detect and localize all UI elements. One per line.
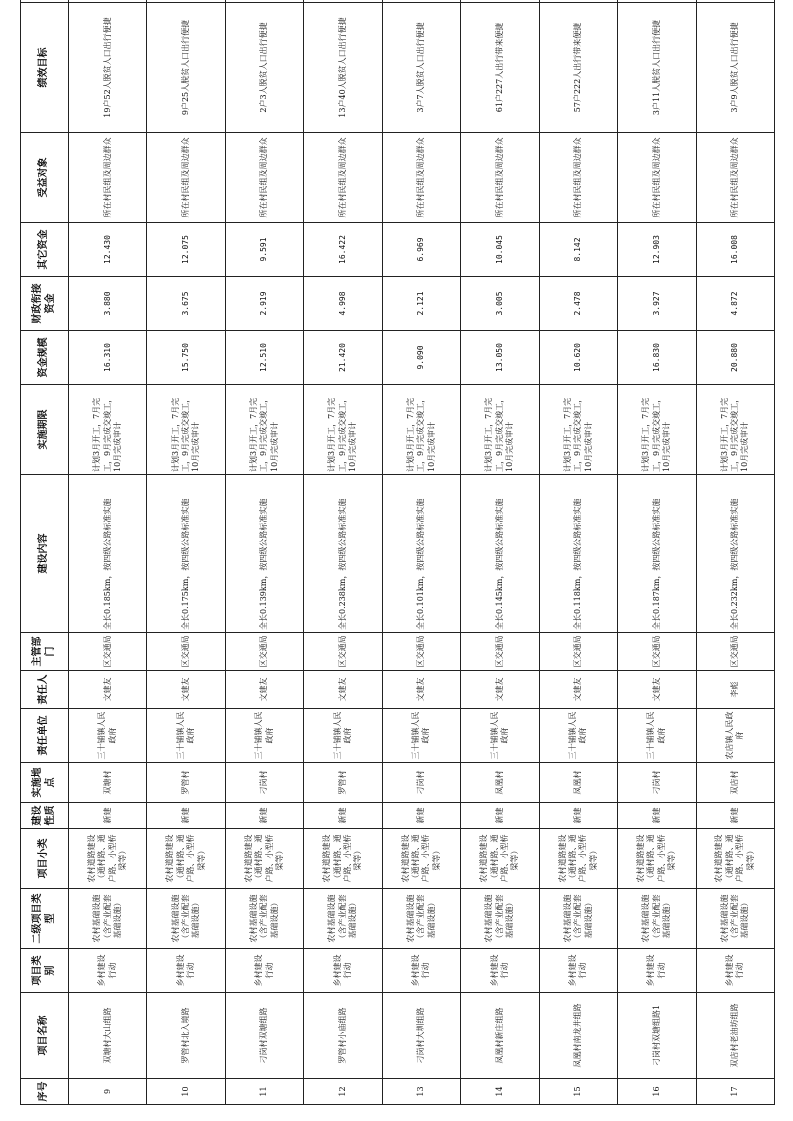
farmer-linkage bbox=[225, 0, 303, 3]
fund-scale: 13.050 bbox=[461, 331, 539, 385]
performance-target: 61户227人出行带来便捷 bbox=[461, 3, 539, 133]
project-subtype: 农村道路建设（通村路、通户路、小型桥梁等） bbox=[618, 829, 696, 889]
supervising-dept: 区交通局 bbox=[304, 633, 382, 671]
farmer-linkage bbox=[69, 0, 147, 3]
location: 双塘村 bbox=[69, 763, 147, 803]
performance-target: 3户7人脱贫人口出行便捷 bbox=[382, 3, 460, 133]
performance-target: 57户222人出行带来便捷 bbox=[539, 3, 617, 133]
responsible-unit: 三十铺镇人民政府 bbox=[461, 709, 539, 763]
performance-target: 3户11人脱贫人口出行便捷 bbox=[618, 3, 696, 133]
supervising-dept: 区交通局 bbox=[696, 633, 775, 671]
construction-nature: 新建 bbox=[382, 803, 460, 829]
header-cell: 序号 bbox=[21, 1079, 69, 1105]
secondary-type: 农村基础设施（含产业配套基础设施） bbox=[382, 889, 460, 949]
responsible-unit: 农店镇人民政府 bbox=[696, 709, 775, 763]
beneficiary: 所在村民组及周边群众 bbox=[618, 133, 696, 223]
fiscal-fund: 2.919 bbox=[225, 277, 303, 331]
supervising-dept: 区交通局 bbox=[539, 633, 617, 671]
table-row bbox=[696, 0, 775, 1105]
project-category: 乡村建设行动 bbox=[539, 949, 617, 993]
supervising-dept: 区交通局 bbox=[618, 633, 696, 671]
project-category: 乡村建设行动 bbox=[461, 949, 539, 993]
fiscal-fund: 4.872 bbox=[696, 277, 775, 331]
table-row bbox=[147, 0, 225, 1105]
responsible-person: 文建友 bbox=[69, 671, 147, 709]
row-number: 11 bbox=[225, 1079, 303, 1105]
farmer-linkage bbox=[304, 0, 382, 3]
construction-content: 全长0.145km，按四级公路标准实施 bbox=[461, 475, 539, 633]
supervising-dept: 区交通局 bbox=[225, 633, 303, 671]
responsible-person: 文建友 bbox=[147, 671, 225, 709]
row-number: 10 bbox=[147, 1079, 225, 1105]
implementation-period: 计划3月开工，7月完工，9月完成交竣工，10月完成审计 bbox=[147, 385, 225, 475]
construction-content: 全长0.118km，按四级公路标准实施 bbox=[539, 475, 617, 633]
project-category: 乡村建设行动 bbox=[225, 949, 303, 993]
implementation-period: 计划3月开工，7月完工，9月完成交竣工，10月完成审计 bbox=[69, 385, 147, 475]
table-row bbox=[461, 0, 539, 1105]
responsible-person: 文建友 bbox=[618, 671, 696, 709]
other-fund: 12.903 bbox=[618, 223, 696, 277]
location: 凤凰村 bbox=[461, 763, 539, 803]
secondary-type: 农村基础设施（含产业配套基础设施） bbox=[147, 889, 225, 949]
performance-target: 19户52人脱贫人口出行便捷 bbox=[69, 3, 147, 133]
fund-scale: 16.830 bbox=[618, 331, 696, 385]
project-category: 乡村建设行动 bbox=[69, 949, 147, 993]
table-row bbox=[69, 0, 147, 1105]
project-category: 乡村建设行动 bbox=[304, 949, 382, 993]
beneficiary: 所在村民组及周边群众 bbox=[382, 133, 460, 223]
header-cell: 责任单位 bbox=[21, 709, 69, 763]
project-name: 刁岗村大圳组路 bbox=[382, 993, 460, 1079]
responsible-person: 李彪 bbox=[696, 671, 775, 709]
project-subtype: 农村道路建设（通村路、通户路、小型桥梁等） bbox=[696, 829, 775, 889]
implementation-period: 计划3月开工，7月完工，9月完成交竣工，10月完成审计 bbox=[461, 385, 539, 475]
header-cell: 责任人 bbox=[21, 671, 69, 709]
location: 双店村 bbox=[696, 763, 775, 803]
location: 刁岗村 bbox=[225, 763, 303, 803]
project-category: 乡村建设行动 bbox=[147, 949, 225, 993]
location: 罗管村 bbox=[147, 763, 225, 803]
project-subtype: 农村道路建设（通村路、通户路、小型桥梁等） bbox=[461, 829, 539, 889]
construction-nature: 新建 bbox=[69, 803, 147, 829]
secondary-type: 农村基础设施（含产业配套基础设施） bbox=[69, 889, 147, 949]
fiscal-fund: 3.675 bbox=[147, 277, 225, 331]
performance-target: 3户9人脱贫人口出行便捷 bbox=[696, 3, 775, 133]
supervising-dept: 区交通局 bbox=[382, 633, 460, 671]
beneficiary: 所在村民组及周边群众 bbox=[539, 133, 617, 223]
implementation-period: 计划3月开工，7月完工，9月完成交竣工，10月完成审计 bbox=[539, 385, 617, 475]
project-subtype: 农村道路建设（通村路、通户路、小型桥梁等） bbox=[304, 829, 382, 889]
farmer-linkage bbox=[618, 0, 696, 3]
farmer-linkage bbox=[147, 0, 225, 3]
project-category: 乡村建设行动 bbox=[382, 949, 460, 993]
responsible-unit: 三十铺镇人民政府 bbox=[225, 709, 303, 763]
responsible-unit: 三十铺镇人民政府 bbox=[382, 709, 460, 763]
secondary-type: 农村基础设施（含产业配套基础设施） bbox=[225, 889, 303, 949]
header-cell: 建设性质 bbox=[21, 803, 69, 829]
construction-nature: 新建 bbox=[461, 803, 539, 829]
header-row bbox=[21, 0, 69, 1105]
project-subtype: 农村道路建设（通村路、通户路、小型桥梁等） bbox=[539, 829, 617, 889]
row-number: 16 bbox=[618, 1079, 696, 1105]
beneficiary: 所在村民组及周边群众 bbox=[147, 133, 225, 223]
fund-scale: 20.880 bbox=[696, 331, 775, 385]
fund-scale: 10.620 bbox=[539, 331, 617, 385]
location: 罗管村 bbox=[304, 763, 382, 803]
fund-scale: 16.310 bbox=[69, 331, 147, 385]
header-cell bbox=[21, 0, 69, 3]
row-number: 9 bbox=[69, 1079, 147, 1105]
header-cell: 财政衔接资金 bbox=[21, 277, 69, 331]
header-cell: 建设内容 bbox=[21, 475, 69, 633]
implementation-period: 计划3月开工，7月完工，9月完成交竣工，10月完成审计 bbox=[696, 385, 775, 475]
header-cell: 绩效目标 bbox=[21, 3, 69, 133]
other-fund: 6.969 bbox=[382, 223, 460, 277]
fiscal-fund: 2.478 bbox=[539, 277, 617, 331]
construction-nature: 新建 bbox=[304, 803, 382, 829]
responsible-unit: 三十铺镇人民政府 bbox=[304, 709, 382, 763]
fiscal-fund: 2.121 bbox=[382, 277, 460, 331]
other-fund: 16.008 bbox=[696, 223, 775, 277]
table-row bbox=[225, 0, 303, 1105]
responsible-person: 文建友 bbox=[539, 671, 617, 709]
farmer-linkage bbox=[461, 0, 539, 3]
construction-nature: 新建 bbox=[696, 803, 775, 829]
project-name: 罗管村小庙组路 bbox=[304, 993, 382, 1079]
secondary-type: 农村基础设施（含产业配套基础设施） bbox=[539, 889, 617, 949]
row-number: 15 bbox=[539, 1079, 617, 1105]
project-name: 凤凰村新庄组路 bbox=[461, 993, 539, 1079]
implementation-period: 计划3月开工，7月完工，9月完成交竣工，10月完成审计 bbox=[382, 385, 460, 475]
project-subtype: 农村道路建设（通村路、通户路、小型桥梁等） bbox=[382, 829, 460, 889]
header-cell: 二级项目类型 bbox=[21, 889, 69, 949]
performance-target: 13户40人脱贫人口出行便捷 bbox=[304, 3, 382, 133]
header-cell: 项目类别 bbox=[21, 949, 69, 993]
responsible-unit: 三十铺镇人民政府 bbox=[69, 709, 147, 763]
farmer-linkage bbox=[696, 0, 775, 3]
supervising-dept: 区交通局 bbox=[461, 633, 539, 671]
performance-target: 2户3人脱贫人口出行便捷 bbox=[225, 3, 303, 133]
row-number: 14 bbox=[461, 1079, 539, 1105]
implementation-period: 计划3月开工，7月完工，9月完成交竣工，10月完成审计 bbox=[225, 385, 303, 475]
construction-nature: 新建 bbox=[618, 803, 696, 829]
responsible-person: 文建友 bbox=[461, 671, 539, 709]
fund-scale: 12.510 bbox=[225, 331, 303, 385]
farmer-linkage bbox=[382, 0, 460, 3]
responsible-unit: 三十铺镇人民政府 bbox=[618, 709, 696, 763]
header-cell: 其它资金 bbox=[21, 223, 69, 277]
beneficiary: 所在村民组及周边群众 bbox=[461, 133, 539, 223]
implementation-period: 计划3月开工，7月完工，9月完成交竣工，10月完成审计 bbox=[304, 385, 382, 475]
construction-content: 全长0.187km，按四级公路标准实施 bbox=[618, 475, 696, 633]
other-fund: 16.422 bbox=[304, 223, 382, 277]
header-cell: 实施地点 bbox=[21, 763, 69, 803]
project-name: 罗管村北入境路 bbox=[147, 993, 225, 1079]
header-cell: 主管部门 bbox=[21, 633, 69, 671]
construction-content: 全长0.232km，按四级公路标准实施 bbox=[696, 475, 775, 633]
responsible-person: 文建友 bbox=[304, 671, 382, 709]
other-fund: 12.075 bbox=[147, 223, 225, 277]
implementation-period: 计划3月开工，7月完工，9月完成交竣工，10月完成审计 bbox=[618, 385, 696, 475]
construction-content: 全长0.101km，按四级公路标准实施 bbox=[382, 475, 460, 633]
header-cell: 项目小类 bbox=[21, 829, 69, 889]
beneficiary: 所在村民组及周边群众 bbox=[69, 133, 147, 223]
location: 刁岗村 bbox=[382, 763, 460, 803]
project-name: 双店村老油坊组路 bbox=[696, 993, 775, 1079]
table-row bbox=[618, 0, 696, 1105]
beneficiary: 所在村民组及周边群众 bbox=[304, 133, 382, 223]
project-subtype: 农村道路建设（通村路、通户路、小型桥梁等） bbox=[147, 829, 225, 889]
project-name: 刁岗村双塘组路1 bbox=[618, 993, 696, 1079]
project-table bbox=[20, 0, 775, 1105]
fiscal-fund: 4.998 bbox=[304, 277, 382, 331]
table-row bbox=[304, 0, 382, 1105]
project-subtype: 农村道路建设（通村路、通户路、小型桥梁等） bbox=[69, 829, 147, 889]
responsible-unit: 三十铺镇人民政府 bbox=[539, 709, 617, 763]
performance-target: 9户25人脱贫人口出行便捷 bbox=[147, 3, 225, 133]
other-fund: 8.142 bbox=[539, 223, 617, 277]
fiscal-fund: 3.927 bbox=[618, 277, 696, 331]
construction-content: 全长0.238km，按四级公路标准实施 bbox=[304, 475, 382, 633]
header-cell: 资金规模 bbox=[21, 331, 69, 385]
other-fund: 10.045 bbox=[461, 223, 539, 277]
header-cell: 受益对象 bbox=[21, 133, 69, 223]
project-name: 双塘村大山组路 bbox=[69, 993, 147, 1079]
construction-nature: 新建 bbox=[225, 803, 303, 829]
secondary-type: 农村基础设施（含产业配套基础设施） bbox=[304, 889, 382, 949]
project-category: 乡村建设行动 bbox=[696, 949, 775, 993]
table-row bbox=[382, 0, 460, 1105]
row-number: 12 bbox=[304, 1079, 382, 1105]
table-row bbox=[539, 0, 617, 1105]
other-fund: 12.430 bbox=[69, 223, 147, 277]
construction-content: 全长0.185km，按四级公路标准实施 bbox=[69, 475, 147, 633]
construction-nature: 新建 bbox=[539, 803, 617, 829]
project-name: 凤凰村南龙井组路 bbox=[539, 993, 617, 1079]
project-category: 乡村建设行动 bbox=[618, 949, 696, 993]
secondary-type: 农村基础设施（含产业配套基础设施） bbox=[696, 889, 775, 949]
responsible-person: 文建友 bbox=[225, 671, 303, 709]
header-cell: 实施期限 bbox=[21, 385, 69, 475]
fiscal-fund: 3.005 bbox=[461, 277, 539, 331]
responsible-unit: 三十铺镇人民政府 bbox=[147, 709, 225, 763]
location: 刁岗村 bbox=[618, 763, 696, 803]
fiscal-fund: 3.880 bbox=[69, 277, 147, 331]
supervising-dept: 区交通局 bbox=[69, 633, 147, 671]
farmer-linkage bbox=[539, 0, 617, 3]
fund-scale: 9.090 bbox=[382, 331, 460, 385]
beneficiary: 所在村民组及周边群众 bbox=[225, 133, 303, 223]
construction-content: 全长0.175km，按四级公路标准实施 bbox=[147, 475, 225, 633]
fund-scale: 15.750 bbox=[147, 331, 225, 385]
construction-nature: 新建 bbox=[147, 803, 225, 829]
location: 凤凰村 bbox=[539, 763, 617, 803]
secondary-type: 农村基础设施（含产业配套基础设施） bbox=[618, 889, 696, 949]
responsible-person: 文建友 bbox=[382, 671, 460, 709]
row-number: 13 bbox=[382, 1079, 460, 1105]
row-number: 17 bbox=[696, 1079, 775, 1105]
fund-scale: 21.420 bbox=[304, 331, 382, 385]
secondary-type: 农村基础设施（含产业配套基础设施） bbox=[461, 889, 539, 949]
supervising-dept: 区交通局 bbox=[147, 633, 225, 671]
project-name: 刁岗村双塘组路 bbox=[225, 993, 303, 1079]
beneficiary: 所在村民组及周边群众 bbox=[696, 133, 775, 223]
construction-content: 全长0.139km，按四级公路标准实施 bbox=[225, 475, 303, 633]
project-subtype: 农村道路建设（通村路、通户路、小型桥梁等） bbox=[225, 829, 303, 889]
other-fund: 9.591 bbox=[225, 223, 303, 277]
header-cell: 项目名称 bbox=[21, 993, 69, 1079]
